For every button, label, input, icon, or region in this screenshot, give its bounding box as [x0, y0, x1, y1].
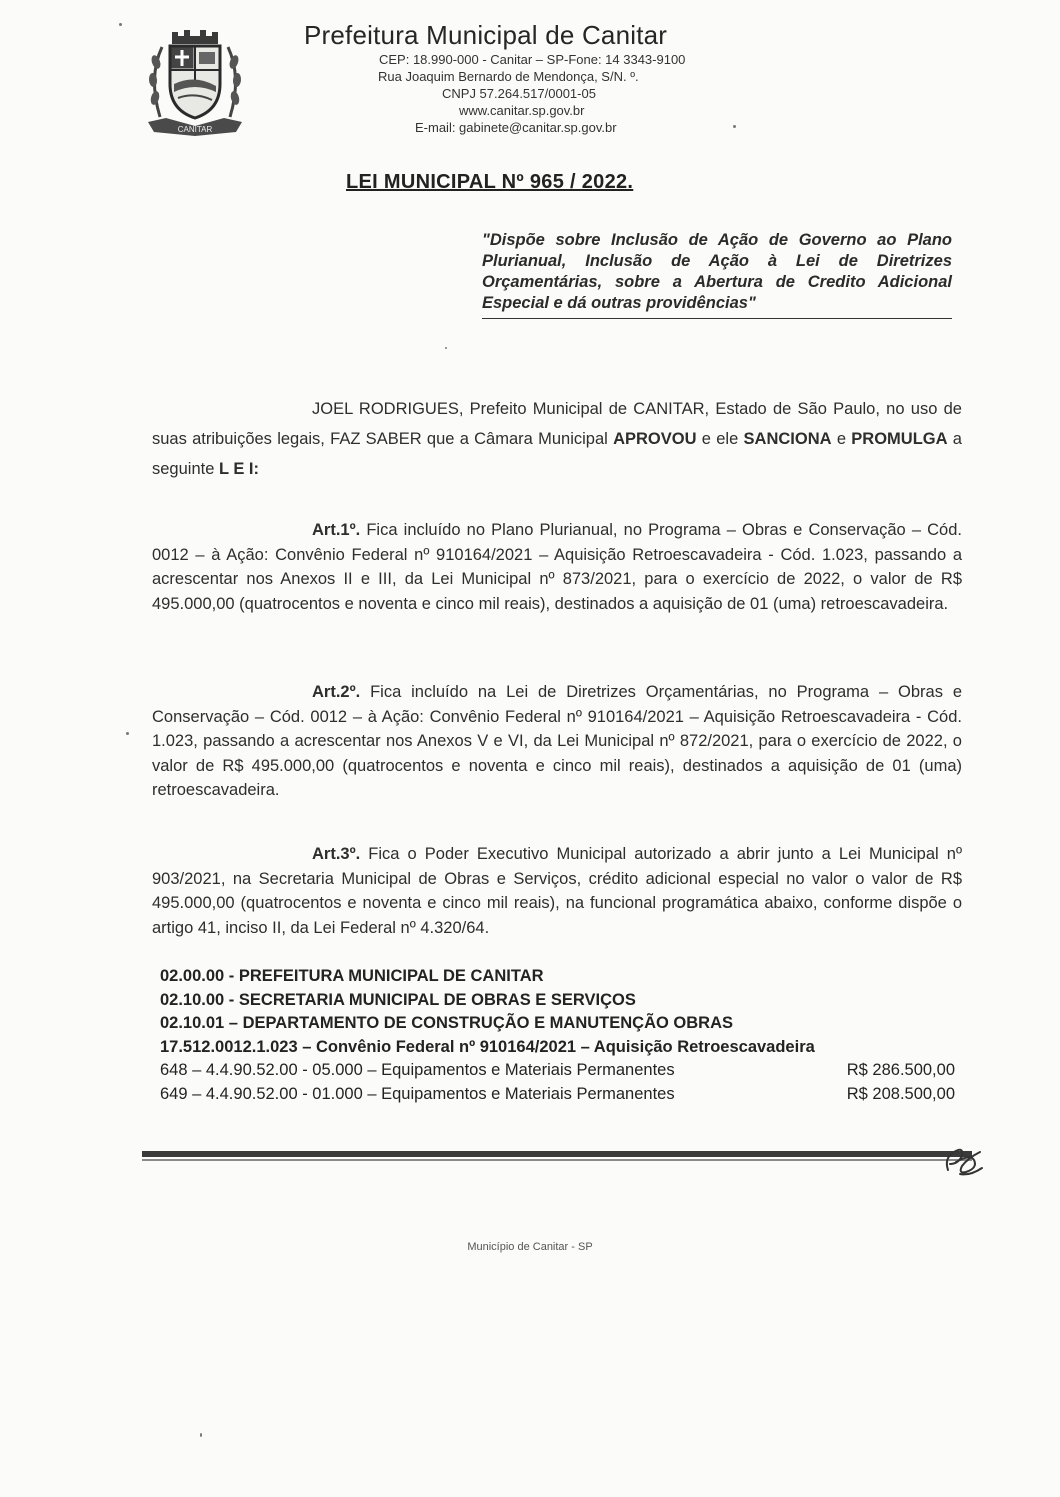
budget-line: 02.10.01 – DEPARTAMENTO DE CONSTRUÇÃO E MANUTENÇÃO OBRAS [160, 1014, 733, 1032]
header-website: www.canitar.sp.gov.br [459, 103, 585, 118]
article-text: Fica incluído no Plano Plurianual, no Programa – Obras e Conservação – Cód. 0012 – à Ação: Convênio Federal nº 910164/2021 – Aquisição Retroescavadeira - Cód. 1.023, passando a acrescentar nos Anexos II e III, da Lei Municipal nº 873/2021, para o exercício de 2022, o valor de R$ 495.000,00 (quatrocentos e noventa e cinco mil reais), destinados a aquisição de 01 (uma) retroescavadeira. [152, 521, 962, 613]
budget-item [160, 1083, 955, 1107]
law-summary: "Dispõe sobre Inclusão de Ação de Governo ao Plano Plurianual, Inclusão de Ação à Lei de Diretrizes Orçamentárias, sobre a Abertura de Credito Adicional Especial e dá outras providências" [482, 230, 952, 319]
preamble-promulga: PROMULGA [851, 430, 948, 448]
article-3 [152, 842, 962, 940]
scan-speck [445, 347, 447, 349]
article-1 [152, 518, 962, 616]
article-label: Art.1º. [312, 521, 361, 539]
budget-item-amount: R$ 208.500,00 [846, 1084, 955, 1103]
article-text: Fica o Poder Executivo Municipal autorizado a abrir junto a Lei Municipal nº 903/2021, na Secretaria Municipal de Obras e Serviços, crédito adicional especial no valor o valor de R$ 495.000,00 (quatrocentos e noventa e cinco mil reais), na funcional programática abaixo, conforme dispõe o artigo 41, inciso II, da Lei Federal nº 4.320/64. [152, 845, 962, 937]
svg-text:CANITAR: CANITAR [177, 125, 213, 134]
preamble-lei: L E I: [218, 460, 260, 478]
law-title: LEI MUNICIPAL Nº 965 / 2022. [346, 171, 634, 193]
preamble-text: a seguinte [152, 430, 962, 478]
budget-item-label: 649 – 4.4.90.52.00 - 01.000 – Equipamentos e Materiais Permanentes [160, 1084, 675, 1103]
footer-rule-shadow [142, 1159, 972, 1161]
article-label: Art.2º. [312, 683, 361, 701]
header-cnpj: CNPJ 57.264.517/0001-05 [442, 86, 596, 101]
budget-allocation [160, 965, 955, 1106]
org-title: Prefeitura Municipal de Canitar [304, 20, 668, 50]
budget-item-label: 648 – 4.4.90.52.00 - 05.000 – Equipamentos e Materiais Permanentes [160, 1061, 675, 1079]
preamble-text: e [831, 430, 852, 448]
header-address: Rua Joaquim Bernardo de Mendonça, S/N. º. [378, 69, 639, 84]
preamble-aprovou: APROVOU [613, 430, 697, 448]
header-cep-phone: CEP: 18.990-000 - Canitar – SP-Fone: 14 3343-9100 [379, 52, 686, 67]
article-label: Art.3º. [312, 845, 361, 863]
preamble-sanciona: SANCIONA [743, 430, 832, 448]
budget-line: 02.10.00 - SECRETARIA MUNICIPAL DE OBRAS E SERVIÇOS [160, 990, 636, 1009]
preamble-text: , Prefeito Municipal de CANITAR, Estado de São Paulo, no uso de suas atribuições legais, FAZ SABER que a Câmara Municipal [152, 400, 962, 448]
budget-item [160, 1059, 955, 1083]
scan-speck [200, 1433, 202, 1437]
header-email: E-mail: gabinete@canitar.sp.gov.br [415, 120, 617, 135]
scan-speck [733, 125, 736, 128]
scan-speck [126, 732, 129, 735]
handwritten-initials [940, 1140, 986, 1180]
article-text: Fica incluído na Lei de Diretrizes Orçamentárias, no Programa – Obras e Conservação – Cód. 0012 – à Ação: Convênio Federal nº 910164/2021 – Aquisição Retroescavadeira - Cód. 1.023, passando a acrescentar nos Anexos V e VI, da Lei Municipal nº 872/2021, para o exercício de 2022, o valor de R$ 495.000,00 (quatrocentos e noventa e cinco mil reais), destinados a aquisição de 01 (uma) retroescavadeira. [152, 683, 962, 799]
article-2 [152, 680, 962, 803]
budget-line: 17.512.0012.1.023 – Convênio Federal nº 910164/2021 – Aquisição Retroescavadeira [160, 1037, 815, 1056]
footer-rule [142, 1151, 972, 1157]
preamble [152, 394, 962, 484]
budget-item-amount: R$ 286.500,00 [846, 1061, 955, 1079]
preamble-text: e ele [696, 430, 744, 448]
mayor-name: JOEL RODRIGUES [312, 400, 459, 418]
scan-speck [119, 23, 122, 26]
budget-line: 02.00.00 - PREFEITURA MUNICIPAL DE CANITAR [160, 967, 544, 985]
coat-of-arms-logo [142, 22, 248, 140]
page-footer: Município de Canitar - SP [467, 1241, 593, 1253]
